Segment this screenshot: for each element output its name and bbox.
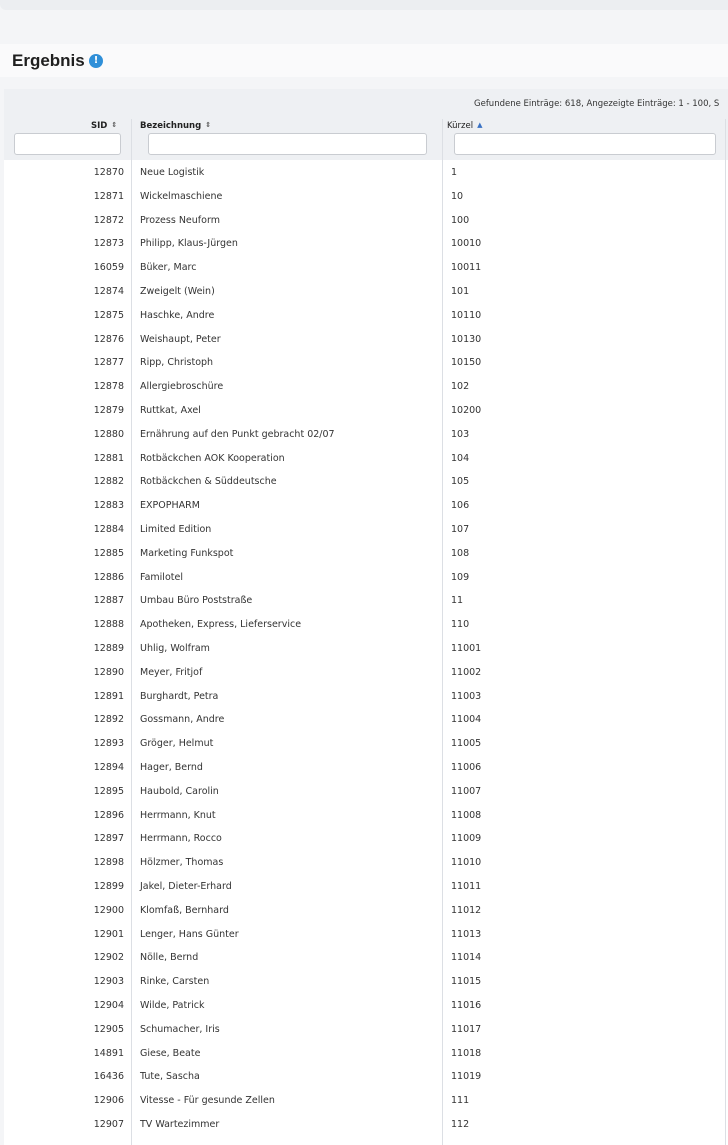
table-row[interactable]	[4, 566, 728, 590]
cell-kuerzel: 1	[451, 167, 458, 178]
cell-sid: 12875	[93, 309, 124, 321]
table-row[interactable]	[4, 161, 728, 185]
cell-bezeichnung: Allergiebroschüre	[140, 381, 224, 393]
table-row[interactable]	[4, 923, 728, 947]
cell-sid: 12891	[93, 690, 124, 702]
cell-kuerzel: 11001	[451, 643, 482, 654]
cell-sid: 12887	[93, 595, 124, 607]
table-row[interactable]	[4, 351, 728, 375]
cell-kuerzel: 102	[451, 381, 470, 393]
cell-kuerzel: 103	[451, 428, 470, 440]
cell-sid: 12905	[93, 1023, 124, 1035]
cell-kuerzel: 10110	[451, 309, 482, 321]
table-row[interactable]	[4, 875, 728, 899]
cell-bezeichnung: Schumacher, Iris	[140, 1023, 220, 1035]
cell-kuerzel: 11013	[451, 928, 482, 940]
cell-sid: 12901	[93, 928, 124, 940]
cell-kuerzel: 100	[451, 214, 470, 226]
cell-sid: 12870	[93, 167, 124, 178]
cell-sid: 12893	[93, 738, 124, 750]
cell-sid: 12895	[93, 785, 124, 797]
table-row[interactable]	[4, 732, 728, 756]
cell-kuerzel: 110	[451, 619, 470, 631]
table-row[interactable]	[4, 899, 728, 923]
cell-bezeichnung: Haschke, Andre	[140, 309, 215, 321]
cell-sid: 12872	[93, 214, 124, 226]
table-row[interactable]	[4, 518, 728, 542]
cell-sid: 12880	[93, 428, 124, 440]
cell-kuerzel: 104	[451, 452, 470, 464]
cell-bezeichnung: Herrmann, Rocco	[140, 833, 222, 845]
table-row[interactable]	[4, 970, 728, 994]
filter-input-bezeichnung[interactable]	[148, 133, 427, 155]
info-icon[interactable]: !	[89, 54, 103, 68]
cell-bezeichnung: TV Wartezimmer	[140, 1119, 220, 1130]
cell-sid: 12883	[93, 500, 124, 512]
column-label-sid: SID	[91, 121, 108, 131]
table-row[interactable]	[4, 304, 728, 328]
cell-sid: 16436	[93, 1071, 124, 1083]
cell-sid: 14891	[93, 1047, 124, 1059]
cell-kuerzel: 11014	[451, 952, 482, 964]
table-row[interactable]	[4, 447, 728, 471]
table-row[interactable]	[4, 589, 728, 613]
cell-bezeichnung: Büker, Marc	[140, 262, 197, 274]
table-row[interactable]	[4, 1089, 728, 1113]
table-row[interactable]	[4, 756, 728, 780]
cell-bezeichnung: Gröger, Helmut	[140, 738, 214, 750]
cell-bezeichnung: Ernährung auf den Punkt gebracht 02/07	[140, 428, 335, 440]
result-header	[0, 44, 728, 77]
cell-bezeichnung: Meyer, Fritjof	[140, 666, 203, 678]
cell-bezeichnung: Neue Logistik	[140, 167, 205, 178]
cell-kuerzel: 10130	[451, 333, 482, 345]
cell-sid: 12884	[93, 524, 124, 535]
table-row[interactable]	[4, 399, 728, 423]
cell-kuerzel: 112	[451, 1119, 470, 1130]
cell-bezeichnung: Uhlig, Wolfram	[140, 643, 210, 654]
cell-sid: 12877	[93, 357, 124, 369]
cell-kuerzel: 111	[451, 1095, 470, 1107]
cell-sid: 12873	[93, 238, 124, 250]
cell-sid: 12881	[93, 452, 124, 464]
cell-sid: 12902	[93, 952, 124, 964]
cell-bezeichnung: Zweigelt (Wein)	[140, 286, 215, 297]
cell-bezeichnung: Hager, Bernd	[140, 762, 203, 773]
cell-kuerzel: 11009	[451, 833, 482, 845]
cell-bezeichnung: Hölzmer, Thomas	[140, 857, 224, 869]
cell-bezeichnung: Prozess Neuform	[140, 214, 220, 226]
sort-ascending-icon[interactable]: ▲	[477, 121, 483, 129]
table-row[interactable]	[4, 851, 728, 875]
cell-sid: 12886	[93, 571, 124, 583]
cell-kuerzel: 105	[451, 476, 470, 488]
cell-kuerzel: 11019	[451, 1071, 482, 1083]
cell-bezeichnung: Weishaupt, Peter	[140, 333, 221, 345]
cell-kuerzel: 10011	[451, 262, 482, 274]
cell-bezeichnung: Wilde, Patrick	[140, 1000, 205, 1011]
column-header-kuerzel[interactable]	[447, 121, 482, 131]
cell-kuerzel: 11015	[451, 976, 482, 988]
cell-bezeichnung: Rotbäckchen & Süddeutsche	[140, 476, 277, 488]
cell-sid: 12900	[93, 904, 124, 916]
result-summary: Gefundene Einträge: 618, Angezeigte Einträge: 1 - 100, S	[474, 99, 720, 109]
table-row[interactable]	[4, 661, 728, 685]
cell-sid: 12904	[93, 1000, 124, 1011]
table-row[interactable]	[4, 1113, 728, 1137]
cell-kuerzel: 11010	[451, 857, 482, 869]
cell-kuerzel: 11011	[451, 881, 482, 892]
cell-bezeichnung: Herrmann, Knut	[140, 809, 216, 821]
cell-sid: 12892	[93, 714, 124, 726]
table-row[interactable]	[4, 994, 728, 1018]
cell-kuerzel: 109	[451, 571, 470, 583]
cell-sid: 12874	[93, 286, 124, 297]
cell-kuerzel: 10200	[451, 405, 482, 416]
table-row[interactable]	[4, 423, 728, 447]
cell-bezeichnung: Giese, Beate	[140, 1047, 201, 1059]
cell-sid: 12899	[93, 881, 124, 892]
cell-bezeichnung: Gossmann, Andre	[140, 714, 225, 726]
column-label-kuerzel: Kürzel	[447, 121, 474, 131]
cell-kuerzel: 101	[451, 286, 470, 297]
cell-kuerzel: 11002	[451, 666, 482, 678]
cell-bezeichnung: Klomfaß, Bernhard	[140, 904, 229, 916]
cell-bezeichnung: Wickelmaschiene	[140, 190, 223, 202]
column-header-bezeichnung[interactable]	[140, 121, 211, 131]
cell-sid: 12890	[93, 666, 124, 678]
cell-kuerzel: 11016	[451, 1000, 482, 1011]
table-row[interactable]	[4, 1018, 728, 1042]
cell-kuerzel: 107	[451, 524, 470, 535]
table-row[interactable]	[4, 1065, 728, 1089]
cell-sid: 12898	[93, 857, 124, 869]
table-row[interactable]	[4, 209, 728, 233]
cell-bezeichnung: Nölle, Bernd	[140, 952, 199, 964]
table-row[interactable]	[4, 542, 728, 566]
cell-sid: 12889	[93, 643, 124, 654]
cell-bezeichnung: Ruttkat, Axel	[140, 405, 201, 416]
cell-sid: 12882	[93, 476, 124, 488]
cell-kuerzel: 106	[451, 500, 470, 512]
cell-sid: 12906	[93, 1095, 124, 1107]
result-table	[4, 89, 728, 1145]
table-row[interactable]	[4, 232, 728, 256]
cell-sid: 12878	[93, 381, 124, 393]
cell-kuerzel: 11005	[451, 738, 482, 750]
table-row[interactable]	[4, 470, 728, 494]
cell-bezeichnung: Limited Edition	[140, 524, 212, 535]
table-row[interactable]	[4, 637, 728, 661]
top-toolbar-band	[0, 0, 728, 10]
cell-kuerzel: 11004	[451, 714, 482, 726]
table-row[interactable]	[4, 1042, 728, 1066]
cell-sid: 12879	[93, 405, 124, 416]
sort-icon[interactable]: ⇕	[111, 121, 118, 129]
cell-sid: 12903	[93, 976, 124, 988]
cell-bezeichnung: Umbau Büro Poststraße	[140, 595, 253, 607]
table-row[interactable]	[4, 280, 728, 304]
cell-sid: 12876	[93, 333, 124, 345]
cell-bezeichnung: Rinke, Carsten	[140, 976, 210, 988]
cell-bezeichnung: Philipp, Klaus-Jürgen	[140, 238, 238, 250]
cell-sid: 12907	[93, 1119, 124, 1130]
page-title: Ergebnis	[12, 51, 85, 70]
table-header	[4, 89, 728, 160]
cell-sid: 12896	[93, 809, 124, 821]
cell-bezeichnung: Haubold, Carolin	[140, 785, 219, 797]
cell-bezeichnung: Vitesse - Für gesunde Zellen	[140, 1095, 275, 1107]
table-row[interactable]	[4, 804, 728, 828]
cell-sid: 12897	[93, 833, 124, 845]
cell-sid: 12894	[93, 762, 124, 773]
cell-bezeichnung: Jakel, Dieter-Erhard	[140, 881, 232, 892]
cell-bezeichnung: Marketing Funkspot	[140, 547, 234, 559]
cell-bezeichnung: Tute, Sascha	[140, 1071, 200, 1083]
sort-icon[interactable]: ⇕	[205, 121, 212, 129]
cell-bezeichnung: Familotel	[140, 571, 183, 583]
cell-kuerzel: 11008	[451, 809, 482, 821]
cell-sid: 12888	[93, 619, 124, 631]
table-row[interactable]	[4, 685, 728, 709]
cell-kuerzel: 10150	[451, 357, 482, 369]
cell-kuerzel: 11018	[451, 1047, 482, 1059]
cell-bezeichnung: Apotheken, Express, Lieferservice	[140, 619, 302, 631]
filter-input-kuerzel[interactable]	[454, 133, 716, 155]
cell-sid: 16059	[93, 262, 124, 274]
cell-bezeichnung: Rotbäckchen AOK Kooperation	[140, 452, 285, 464]
table-row[interactable]	[4, 185, 728, 209]
cell-kuerzel: 11006	[451, 762, 482, 773]
column-header-sid[interactable]	[91, 121, 117, 131]
cell-sid: 12871	[93, 190, 124, 202]
filter-input-sid[interactable]	[14, 133, 121, 155]
table-row[interactable]	[4, 827, 728, 851]
cell-sid: 12885	[93, 547, 124, 559]
cell-kuerzel: 11007	[451, 785, 482, 797]
cell-kuerzel: 10	[451, 190, 464, 202]
cell-bezeichnung: Lenger, Hans Günter	[140, 928, 239, 940]
table-row[interactable]	[4, 256, 728, 280]
cell-kuerzel: 11012	[451, 904, 482, 916]
table-row[interactable]	[4, 494, 728, 518]
table-row[interactable]	[4, 613, 728, 637]
table-row[interactable]	[4, 328, 728, 352]
cell-bezeichnung: Burghardt, Petra	[140, 690, 219, 702]
cell-bezeichnung: EXPOPHARM	[140, 500, 200, 512]
cell-kuerzel: 10010	[451, 238, 482, 250]
table-row[interactable]	[4, 780, 728, 804]
column-label-bezeichnung: Bezeichnung	[140, 121, 202, 131]
table-row[interactable]	[4, 375, 728, 399]
cell-bezeichnung: Ripp, Christoph	[140, 357, 214, 369]
table-row[interactable]	[4, 946, 728, 970]
cell-kuerzel: 11	[451, 595, 464, 607]
cell-kuerzel: 108	[451, 547, 470, 559]
cell-kuerzel: 11003	[451, 690, 482, 702]
cell-kuerzel: 11017	[451, 1023, 482, 1035]
table-row[interactable]	[4, 708, 728, 732]
